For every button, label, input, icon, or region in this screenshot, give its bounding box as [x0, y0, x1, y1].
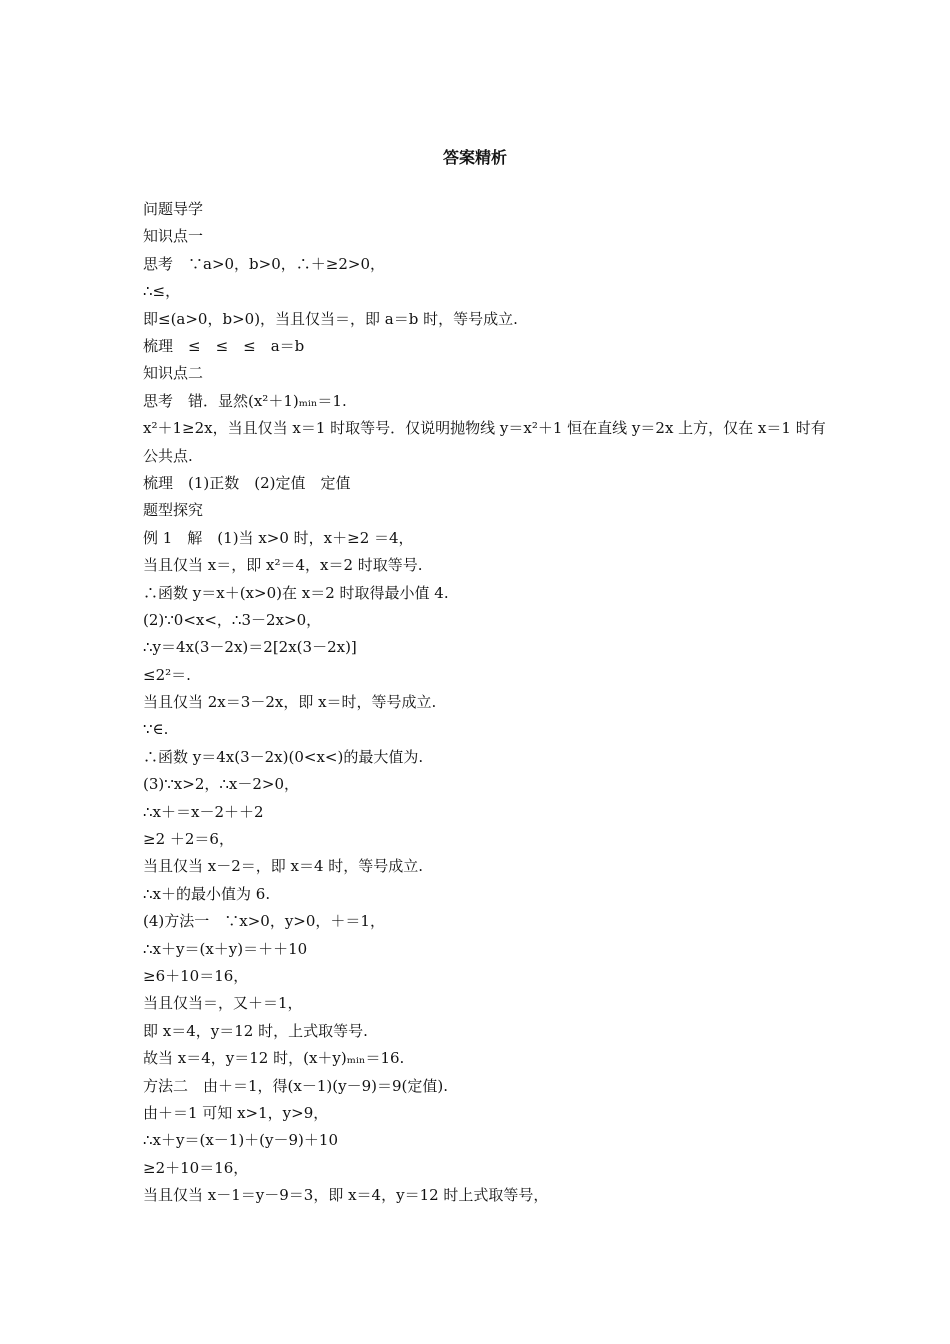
text-line: 知识点一: [143, 227, 204, 246]
text-line: ≥2＋10＝16，: [143, 1158, 249, 1177]
text-line: ∴x＋＝x－2＋＋2: [143, 802, 264, 821]
text-line: 梳理 ≤ ≤ ≤ a＝b: [143, 336, 305, 355]
text-line: 当且仅当 2x＝3－2x，即 x＝时，等号成立.: [143, 693, 437, 712]
text-line: 思考 错．显然(x²＋1)ₘᵢₙ＝1.: [143, 391, 347, 410]
text-line: 由＋＝1 可知 x>1，y>9，: [143, 1103, 329, 1122]
text-line: ≥6＋10＝16，: [143, 966, 249, 985]
text-line: (4)方法一 ∵x>0，y>0，＋＝1，: [143, 912, 385, 931]
text-line: 方法二 由＋＝1，得(x－1)(y－9)＝9(定值).: [143, 1076, 448, 1095]
text-line: 思考 ∵a>0，b>0，∴＋≥2>0，: [143, 254, 385, 273]
text-line: (2)∵0<x<，∴3－2x>0，: [143, 610, 322, 629]
text-line: 题型探究: [143, 501, 204, 520]
text-line: ∴函数 y＝x＋(x>0)在 x＝2 时取得最小值 4.: [143, 583, 449, 602]
text-line: ∴函数 y＝4x(3－2x)(0<x<)的最大值为.: [143, 747, 424, 766]
text-line: 例 1 解 (1)当 x>0 时，x＋≥2 ＝4，: [143, 528, 414, 547]
text-line: x²＋1≥2x，当且仅当 x＝1 时取等号．仅说明抛物线 y＝x²＋1 恒在直线 y＝2x 上方，仅在 x＝1 时有公共点.: [143, 419, 826, 465]
page-title: 答案精析: [442, 148, 507, 167]
text-line: 即 x＝4，y＝12 时，上式取等号.: [143, 1021, 368, 1040]
text-line: 问题导学: [143, 200, 204, 218]
text-line: 知识点二: [143, 364, 204, 383]
text-line: ∴x＋的最小值为 6.: [143, 884, 271, 903]
text-line: 即≤(a>0，b>0)，当且仅当＝，即 a＝b 时，等号成立.: [143, 309, 518, 328]
text-line: ∴x＋y＝(x＋y)＝＋＋10: [143, 939, 308, 958]
text-line: 故当 x＝4，y＝12 时，(x＋y)ₘᵢₙ＝16.: [143, 1049, 405, 1068]
document-body: [143, 196, 833, 1209]
text-line: (3)∵x>2，∴x－2>0，: [143, 775, 300, 794]
text-line: 当且仅当 x＝，即 x²＝4，x＝2 时取等号.: [143, 556, 423, 575]
text-line: ∴x＋y＝(x－1)＋(y－9)＋10: [143, 1131, 338, 1150]
text-line: 当且仅当 x－2＝，即 x＝4 时，等号成立.: [143, 857, 424, 876]
text-line: 当且仅当 x－1＝y－9＝3，即 x＝4，y＝12 时上式取等号，: [143, 1186, 549, 1205]
text-line: ≤2²＝.: [143, 665, 191, 684]
text-line: 梳理 (1)正数 (2)定值 定值: [143, 473, 351, 492]
text-line: ∴≤，: [143, 282, 181, 301]
text-line: 当且仅当＝，又＋＝1，: [143, 994, 303, 1013]
text-line: ≥2 ＋2＝6，: [143, 830, 234, 849]
text-line: ∴y＝4x(3－2x)＝2[2x(3－2x)]: [143, 638, 357, 657]
text-line: ∵∈.: [143, 720, 169, 739]
